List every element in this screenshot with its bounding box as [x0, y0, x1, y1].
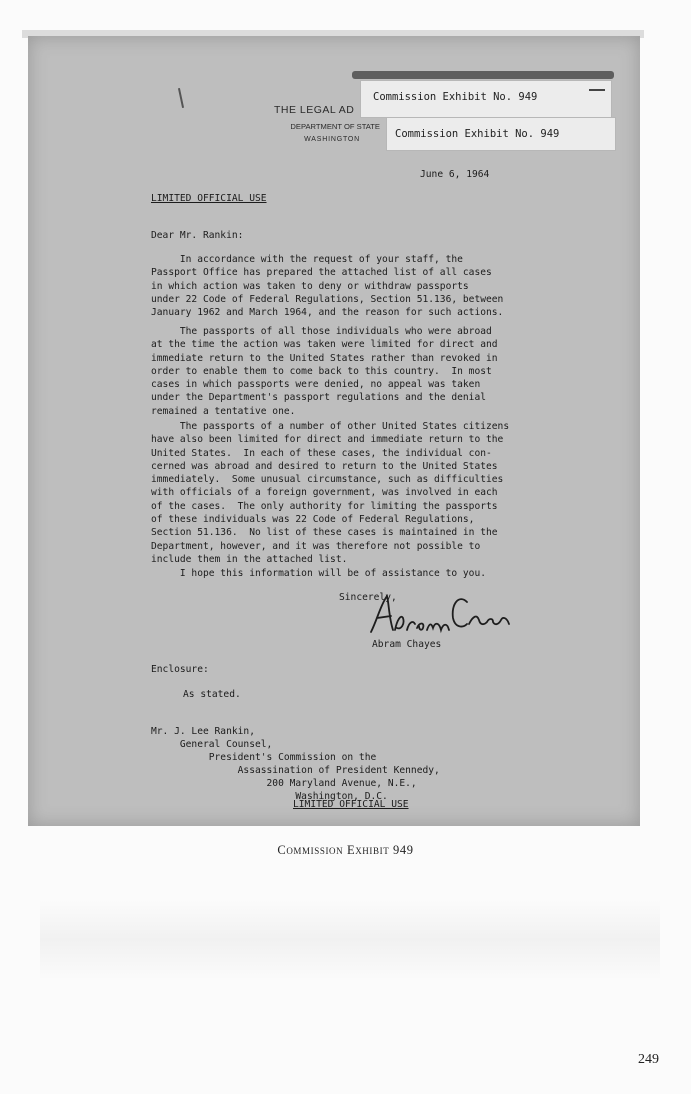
signature-text: Abram Chayes — [367, 590, 375, 591]
address-line-6: Washington, D.C. — [151, 791, 388, 802]
letter-date: June 6, 1964 — [420, 169, 490, 180]
address-line-3: President's Commission on the — [151, 752, 377, 763]
paragraph-2: The passports of all those individuals who were abroad at the time the action was taken were limited for direct and immediate return to the United States rather than revoked in order to enable them to come back to this country. In most cases in which passports were denied, no appeal was taken under the Department's passport regulations and the denial remained a tentative one. — [151, 326, 498, 417]
caption-prefix: Commission Exhibit — [277, 843, 390, 857]
exhibit-stamp-1-text: Commission Exhibit No. 949 — [373, 91, 538, 103]
enclosure-value: As stated. — [183, 689, 241, 700]
exhibit-stamp-2 — [386, 117, 616, 151]
enclosure-label: Enclosure: — [151, 664, 209, 675]
paragraph-1: In accordance with the request of your staff, the Passport Office has prepared the attached list of all cases in which action was taken to deny or withdraw passports under 22 Code of Federal Regulations, Section 51.136, between January 1962 and March 1964, and the reason for such actions. — [151, 254, 504, 319]
paragraph-3: The passports of a number of other United States citizens have also been limited for direct and immediate return to the United States. In each of these cases, the individual con- cerned was abroad and desired to return to the United States immediately. Some unusual circumstance, such as difficulties with officials of a foreign government, was involved in each of the cases. The only authority for limiting the passports of these individuals was 22 Code of Federal Regulations, Section 51.136. No list of these cases is maintained in the Department, however, and it was therefore not possible to include them in the attached list. — [151, 421, 510, 565]
exhibit-stamp-1 — [360, 80, 612, 118]
address-line-2: General Counsel, — [151, 739, 273, 750]
classification-header: LIMITED OFFICIAL USE — [151, 193, 267, 204]
paragraph-4: I hope this information will be of assistance to you. — [151, 568, 487, 579]
classification-footer: LIMITED OFFICIAL USE — [293, 799, 409, 810]
letterhead-department: DEPARTMENT OF STATE — [290, 122, 380, 131]
stamp-dash — [589, 89, 605, 91]
address-line-5: 200 Maryland Avenue, N.E., — [151, 778, 417, 789]
exhibit-caption — [0, 843, 691, 858]
address-line-1: Mr. J. Lee Rankin, — [151, 726, 255, 737]
letterhead-city: WASHINGTON — [304, 136, 360, 143]
handwritten-signature — [367, 590, 517, 640]
page-number: 249 — [638, 1052, 659, 1067]
blank-page-area — [40, 900, 660, 980]
letterhead-title: THE LEGAL AD — [274, 104, 355, 116]
closing: Sincerely, — [339, 592, 397, 603]
caption-number: 949 — [393, 843, 414, 857]
stamp-strip — [352, 71, 614, 79]
exhibit-stamp-2-text: Commission Exhibit No. 949 — [395, 128, 560, 140]
address-line-4: Assassination of President Kennedy, — [151, 765, 440, 776]
signer-name: Abram Chayes — [372, 639, 442, 650]
salutation: Dear Mr. Rankin: — [151, 230, 244, 241]
